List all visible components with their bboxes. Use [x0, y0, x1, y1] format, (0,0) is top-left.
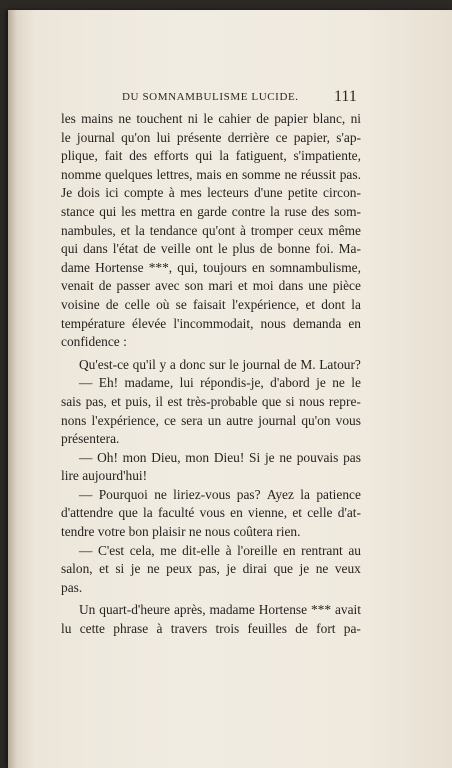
word: à [168, 185, 175, 201]
text-line [61, 222, 361, 241]
word: compte [124, 185, 164, 201]
word: avec [155, 278, 180, 294]
word: en [225, 166, 239, 182]
word: Hortense [258, 602, 308, 618]
word: vienne, [248, 505, 288, 521]
word: veux [334, 561, 361, 577]
word: qu'on [301, 412, 331, 428]
word: en [252, 259, 265, 275]
text-line [61, 203, 361, 222]
word: ce [275, 129, 288, 145]
word: en [348, 315, 361, 331]
text-line [61, 259, 361, 278]
word: son [184, 278, 204, 294]
word: pas, [198, 561, 220, 577]
word: venait [61, 278, 94, 294]
word: d'abord [270, 375, 310, 391]
word: moi [252, 278, 274, 294]
word: — [79, 486, 93, 502]
word: mettra [140, 203, 176, 219]
word: si [285, 393, 295, 409]
word: que [273, 561, 293, 577]
word: d'attendre [61, 505, 114, 521]
text-line [61, 560, 361, 579]
word: dois [77, 185, 100, 201]
word: Dieu, [151, 449, 181, 465]
text-line-content: lire aujourd'hui! [61, 468, 148, 484]
page-number: 111 [334, 88, 357, 105]
word: Pourquoi [98, 486, 148, 502]
word: sais [61, 393, 82, 409]
text-line [61, 601, 361, 620]
word: celle [124, 296, 150, 312]
word: demanda [292, 315, 342, 331]
word: je [226, 561, 237, 577]
word: — [79, 542, 93, 558]
text-line [61, 467, 361, 486]
word: madame [209, 602, 255, 618]
word: l'incommodait, [173, 315, 254, 331]
word: de [259, 241, 273, 257]
word: la [300, 486, 310, 502]
word: Eh! [98, 375, 119, 391]
word: patience [316, 486, 361, 502]
word: somme [241, 166, 281, 182]
word: à [156, 621, 163, 637]
text-line [61, 542, 361, 561]
word: foi. [315, 241, 334, 257]
word: cahier [218, 111, 252, 126]
word: garde [197, 203, 227, 219]
word: madame, [124, 375, 174, 391]
word: vous [335, 412, 361, 428]
word: que [118, 505, 138, 521]
word: mais [196, 166, 222, 182]
text-line [61, 430, 361, 449]
word: d'une [254, 185, 283, 201]
word: le [229, 356, 239, 372]
word: s'impatiente, [293, 148, 361, 164]
word: pas [343, 449, 361, 465]
word: autre [226, 412, 254, 428]
word: le [351, 375, 361, 391]
word: je [299, 561, 310, 577]
word: passer [116, 278, 150, 294]
text-line-content: tendre votre bon plaisir ne nous coûtera rien. [61, 524, 301, 540]
word: — [79, 375, 93, 391]
word: qu'on [121, 129, 151, 145]
word: fort [316, 621, 336, 637]
body-text [61, 110, 361, 639]
word: dame [61, 259, 90, 275]
word: C'est [97, 542, 125, 558]
word: en [179, 203, 193, 219]
word: les [121, 203, 137, 219]
word: cette [79, 621, 105, 637]
word: derrière [227, 129, 270, 145]
word: en [282, 542, 296, 558]
word: ruse [284, 203, 307, 219]
word: salon, [61, 561, 93, 577]
word: le [203, 111, 214, 126]
text-line [61, 449, 361, 468]
word: lui [156, 129, 171, 145]
word: faisait [192, 296, 226, 312]
word: Qu'est-ce [79, 356, 129, 372]
word: ce [164, 412, 176, 428]
word: pas. [339, 166, 361, 182]
word: papier, [293, 129, 331, 145]
text-line [61, 374, 361, 393]
word: dit-elle [182, 542, 221, 558]
word: et [99, 561, 109, 577]
text-line [61, 147, 361, 166]
word: des [311, 203, 330, 219]
text-line [61, 412, 361, 431]
word: qui [99, 203, 117, 219]
word: je [316, 375, 326, 391]
word: lettres, [156, 166, 193, 182]
word: ne [118, 111, 132, 126]
word: au [348, 542, 361, 558]
word: ceux [298, 222, 324, 238]
text-line [61, 296, 361, 315]
word: lecteurs [207, 185, 249, 201]
text-line [61, 333, 361, 352]
word: veille [160, 241, 191, 257]
word: les [61, 111, 76, 126]
word: mon [185, 449, 210, 465]
word: et [120, 222, 131, 238]
word: travers [170, 621, 208, 637]
word: puis, [125, 393, 152, 409]
word: journal [76, 129, 115, 145]
word: s'ap- [336, 129, 361, 145]
word: Dieu! [213, 449, 245, 465]
word: mon [122, 449, 147, 465]
word: qui [195, 148, 213, 164]
word: l'expérience, [231, 296, 300, 312]
word: en [230, 505, 243, 521]
word: a [169, 356, 176, 372]
text-line [61, 504, 361, 523]
word: ni [350, 111, 361, 126]
text-line [61, 393, 361, 412]
word: la [351, 296, 361, 312]
word: la [219, 148, 229, 164]
word: dont [321, 296, 346, 312]
text-line [61, 240, 361, 259]
word: M. [300, 356, 316, 372]
word: répondis-je, [200, 375, 264, 391]
word: pa- [343, 621, 361, 637]
text-line-content: pas. [61, 579, 83, 595]
word: élevée [132, 315, 167, 331]
text-line [61, 184, 361, 203]
word: efforts [153, 148, 189, 164]
word: réussit [300, 166, 336, 182]
word: ne [146, 561, 160, 577]
word: l'oreille [237, 542, 278, 558]
word: de [98, 278, 112, 294]
word: papier [274, 111, 308, 126]
text-line [61, 579, 361, 598]
word: fatiguent, [235, 148, 287, 164]
word: et [237, 278, 248, 294]
text-line [61, 620, 361, 639]
word: même [328, 222, 361, 238]
word: repre- [328, 393, 361, 409]
word: Ma- [338, 241, 361, 257]
text-line [61, 356, 361, 375]
word: vous [199, 505, 225, 521]
word: de [284, 356, 297, 372]
text-line [61, 166, 361, 185]
word: trois [215, 621, 240, 637]
word: pas, [85, 393, 107, 409]
word: que [261, 393, 282, 409]
word: lu [61, 621, 72, 637]
word: température [61, 315, 125, 331]
word: — [79, 449, 93, 465]
word: journal [258, 412, 297, 428]
word: tromper [250, 222, 294, 238]
text-line [61, 315, 361, 334]
text-line [61, 523, 361, 542]
word: lui [179, 375, 194, 391]
word: ne [284, 166, 298, 182]
running-head-title: DU SOMNAMBULISME LUCIDE. [122, 91, 299, 103]
word: un [207, 412, 222, 428]
word: ne [154, 486, 167, 502]
word: à [239, 222, 246, 238]
word: où [156, 296, 170, 312]
word: Hortense [95, 259, 144, 275]
word: Un [79, 602, 96, 618]
word: plique, [61, 148, 98, 164]
word: quelques [105, 166, 153, 182]
page-gutter-shadow [8, 10, 18, 768]
word: ne [332, 375, 345, 391]
word: Oh! [97, 449, 118, 465]
word: mains [81, 111, 114, 126]
word: y [159, 356, 167, 372]
word: avait [334, 602, 361, 618]
word: d'at- [337, 505, 361, 521]
word: *** [310, 602, 332, 618]
word: tendance [149, 222, 198, 238]
word: mes [180, 185, 202, 201]
word: la [143, 505, 153, 521]
word: circon- [323, 185, 361, 201]
word: est [167, 393, 183, 409]
word: somnambulisme, [269, 259, 361, 275]
word: qui, [177, 259, 198, 275]
word: celle [307, 505, 333, 521]
word: rentrant [301, 542, 343, 558]
word: ni [187, 111, 199, 126]
word: me [160, 542, 177, 558]
word: journal [242, 356, 281, 372]
word: faculté [157, 505, 195, 521]
word: feuilles [247, 621, 287, 637]
word: après, [173, 602, 206, 618]
word: pas? [236, 486, 261, 502]
text-line [61, 129, 361, 148]
word: se [175, 296, 187, 312]
word: liriez-vous [173, 486, 231, 502]
word: phrase [113, 621, 149, 637]
word: dans [278, 278, 304, 294]
word: si [115, 561, 125, 577]
word: peux [166, 561, 193, 577]
word: nous [299, 393, 325, 409]
text-line [61, 486, 361, 505]
word: cela, [129, 542, 155, 558]
word: très-probable [186, 393, 258, 409]
word: plus [232, 241, 255, 257]
word: Si [249, 449, 261, 465]
word: qu'ont [202, 222, 236, 238]
word: l'expérience, [91, 412, 159, 428]
word: mari [208, 278, 233, 294]
word: quart-d'heure [99, 602, 171, 618]
word: dirai [242, 561, 268, 577]
text-line [61, 277, 361, 296]
word: Je [61, 185, 73, 201]
text-line-content: présentera. [61, 431, 120, 447]
word: le [217, 241, 228, 257]
word: ont [195, 241, 213, 257]
word: nons [61, 412, 87, 428]
word: et [111, 393, 121, 409]
word: la [135, 222, 145, 238]
word: l'état [112, 241, 139, 257]
word: il [155, 393, 163, 409]
word: présente [176, 129, 222, 145]
word: stance [61, 203, 95, 219]
word: contre [231, 203, 266, 219]
text-line [61, 110, 361, 129]
word: pouvais [296, 449, 339, 465]
word: le [61, 129, 71, 145]
word: toujours [202, 259, 247, 275]
text-line-content: confidence : [61, 334, 127, 350]
word: et [305, 296, 316, 312]
word: dans [83, 241, 108, 257]
word: nous [260, 315, 286, 331]
word: qu'il [132, 356, 156, 372]
word: une [308, 278, 328, 294]
word: ne [279, 449, 292, 465]
word: voisine [61, 296, 100, 312]
word: et [292, 505, 302, 521]
word: qui [61, 241, 79, 257]
word: de [256, 111, 269, 126]
word: nambules, [61, 222, 116, 238]
word: ici [105, 185, 119, 201]
word: Ayez [266, 486, 294, 502]
word: sur [209, 356, 226, 372]
word: de [295, 621, 308, 637]
word: des [129, 148, 148, 164]
word: de [105, 296, 119, 312]
word: nomme [61, 166, 102, 182]
word: je [264, 449, 275, 465]
word: som- [334, 203, 361, 219]
word: à [225, 542, 232, 558]
word: ne [315, 561, 329, 577]
word: fait [104, 148, 123, 164]
word: bonne [277, 241, 311, 257]
word: sera [181, 412, 203, 428]
word: touchent [136, 111, 183, 126]
word: petite [287, 185, 318, 201]
word: je [130, 561, 141, 577]
word: donc [179, 356, 206, 372]
word: blanc, [312, 111, 346, 126]
word: la [270, 203, 280, 219]
word: pièce [332, 278, 361, 294]
word: Latour? [319, 356, 361, 372]
word: de [143, 241, 156, 257]
word: ***, [148, 259, 173, 275]
